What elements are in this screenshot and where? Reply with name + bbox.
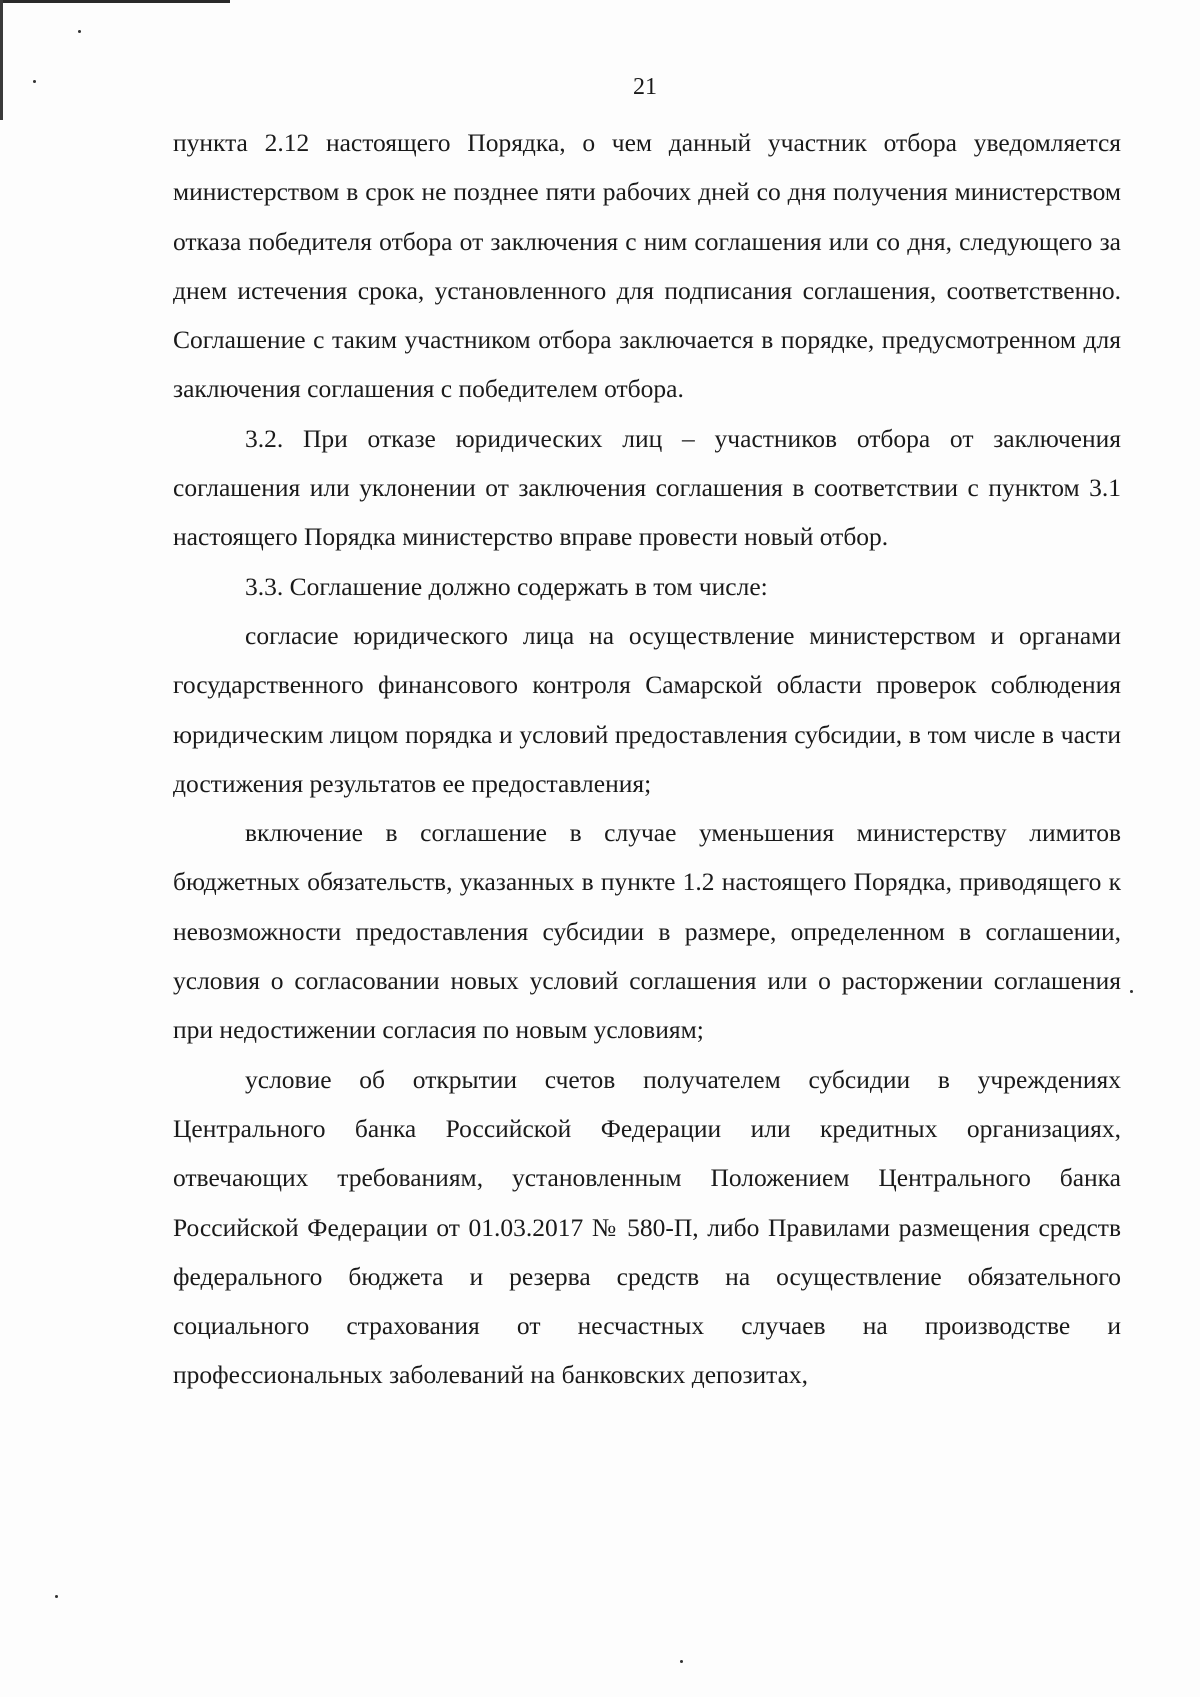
page-number: 21: [633, 74, 657, 100]
paragraph-3-3: 3.3. Соглашение должно содержать в том числе:: [245, 571, 768, 601]
scan-speck: [680, 1660, 683, 1663]
scan-speck: [78, 30, 81, 33]
scan-speck: [1130, 990, 1133, 993]
scan-edge-left: [0, 0, 3, 120]
document-body: [173, 118, 1121, 1400]
paragraph-budget-limits: включение в соглашение в случае уменьшения министерству лимитов бюджетных обязательств, указанных в пункте 1.2 настоящего Порядка, приводящего к невозможности предоставления субсидии в размере, определенном в соглашении, условия о согласовании новых условий соглашения или о расторжении соглашения при недостижении согласия по новым условиям;: [173, 818, 1121, 1045]
paragraph-continuation: пункта 2.12 настоящего Порядка, о чем данный участник отбора уведомляется министерством в срок не позднее пяти рабочих дней со дня получения министерством отказа победителя отбора от заключения с ним соглашения или со дня, следующего за днем истечения срока, установленного для подписания соглашения, соответственно. Соглашение с таким участником отбора заключается в порядке, предусмотренном для заключения соглашения с победителем отбора.: [173, 128, 1121, 404]
paragraph-bank-accounts: условие об открытии счетов получателем субсидии в учреждениях Центрального банка Российской Федерации или кредитных организациях, отвечающих требованиям, установленным Положением Центрального банка Российской Федерации от 01.03.2017 № 580-П, либо Правилами размещения средств федерального бюджета и резерва средств на осуществление обязательного социального страхования от несчастных случаев на производстве и профессиональных заболеваний на банковских депозитах,: [173, 1064, 1121, 1390]
paragraph-3-2: 3.2. При отказе юридических лиц – участников отбора от заключения соглашения или уклонении от заключения соглашения в соответствии с пунктом 3.1 настоящего Порядка министерство вправе провести новый отбор.: [173, 423, 1121, 552]
scan-speck: [55, 1595, 58, 1598]
paragraph-consent-inspections: согласие юридического лица на осуществление министерством и органами государственного финансового контроля Самарской области проверок соблюдения юридическим лицом порядка и условий предоставления субсидии, в том числе в части достижения результатов ее предоставления;: [173, 620, 1121, 798]
scan-edge-top: [0, 0, 230, 3]
